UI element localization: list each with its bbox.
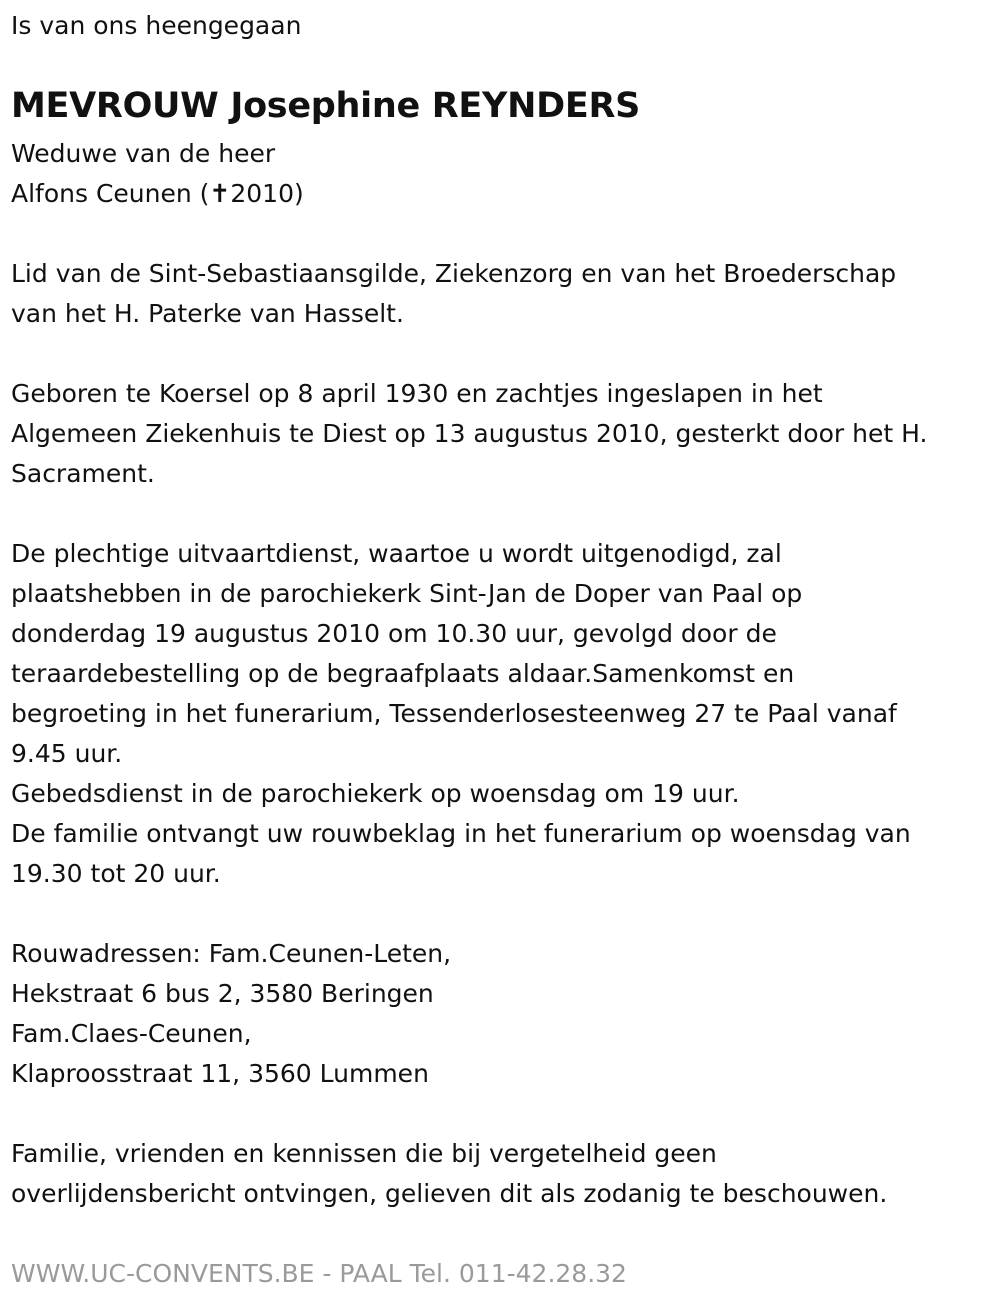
ceremony-section <box>11 534 986 894</box>
footer-contact: WWW.UC-CONVENTS.BE - PAAL Tel. 011-42.28.32 <box>11 1259 627 1288</box>
address-line: Rouwadressen: Fam.Ceunen-Leten, <box>11 939 452 968</box>
ceremony-line: 19.30 tot 20 uur. <box>11 859 221 888</box>
birth-death-line: Algemeen Ziekenhuis te Diest op 13 augustus 2010, gesterkt door het H. <box>11 419 928 448</box>
membership-line: Lid van de Sint-Sebastiaansgilde, Ziekenzorg en van het Broederschap <box>11 259 897 288</box>
ceremony-line: begroeting in het funerarium, Tessenderlosesteenweg 27 te Paal vanaf <box>11 699 897 728</box>
address-line: Fam.Claes-Ceunen, <box>11 1019 252 1048</box>
address-line: Hekstraat 6 bus 2, 3580 Beringen <box>11 979 434 1008</box>
membership-section <box>11 254 986 334</box>
notice-line: Familie, vrienden en kennissen die bij vergetelheid geen <box>11 1139 717 1168</box>
birth-death-section <box>11 374 986 494</box>
ceremony-line: plaatshebben in de parochiekerk Sint-Jan de Doper van Paal op <box>11 579 803 608</box>
birth-death-line: Sacrament. <box>11 459 155 488</box>
intro-text: Is van ons heengegaan <box>11 11 302 40</box>
ceremony-line: 9.45 uur. <box>11 739 123 768</box>
notice-section <box>11 1134 986 1214</box>
membership-line: van het H. Paterke van Hasselt. <box>11 299 404 328</box>
notice-line: overlijdensbericht ontvingen, gelieven dit als zodanig te beschouwen. <box>11 1179 888 1208</box>
ceremony-line: donderdag 19 augustus 2010 om 10.30 uur, gevolgd door de <box>11 619 777 648</box>
addresses-section <box>11 934 986 1094</box>
spouse-section <box>11 134 986 214</box>
ceremony-line: teraardebestelling op de begraafplaats aldaar.Samenkomst en <box>11 659 795 688</box>
ceremony-line: De plechtige uitvaartdienst, waartoe u wordt uitgenodigd, zal <box>11 539 782 568</box>
ceremony-line: De familie ontvangt uw rouwbeklag in het funerarium op woensdag van <box>11 819 911 848</box>
spouse-name-line: Alfons Ceunen (✝2010) <box>11 179 304 208</box>
spouse-line: Weduwe van de heer <box>11 139 276 168</box>
address-line: Klaproosstraat 11, 3560 Lummen <box>11 1059 429 1088</box>
ceremony-line: Gebedsdienst in de parochiekerk op woensdag om 19 uur. <box>11 779 740 808</box>
deceased-name: MEVROUW Josephine REYNDERS <box>11 86 641 126</box>
birth-death-line: Geboren te Koersel op 8 april 1930 en zachtjes ingeslapen in het <box>11 379 823 408</box>
